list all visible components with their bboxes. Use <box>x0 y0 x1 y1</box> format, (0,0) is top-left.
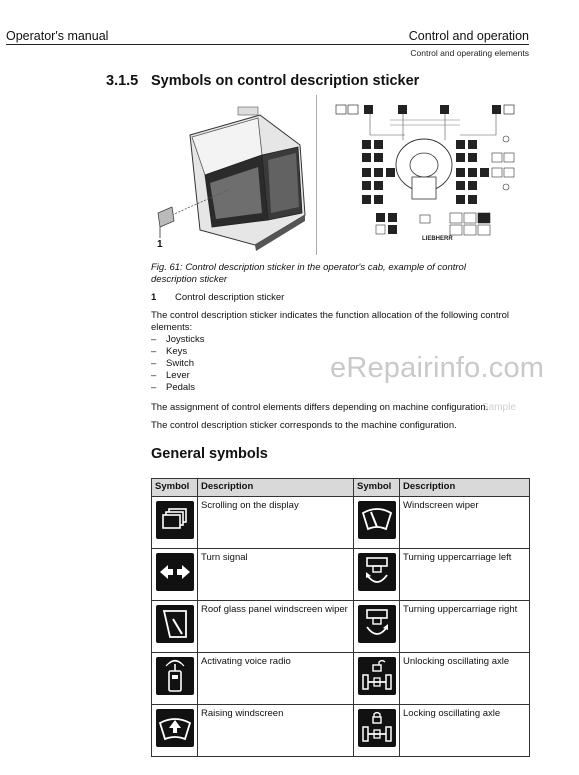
assignment-paragraph: The assignment of control elements differs depending on machine configuration. <box>151 402 489 413</box>
col-header-symbol: Symbol <box>152 479 198 497</box>
table-row <box>152 601 530 653</box>
legend-item <box>151 292 284 303</box>
control-elements-list <box>151 334 205 394</box>
watermark-sub: Sample <box>482 402 516 413</box>
list-item: – Pedals <box>151 382 196 393</box>
brand-logo: LIEBHERR <box>422 236 453 242</box>
turning-uppercarriage-right-icon <box>358 605 396 643</box>
turn-signal-icon <box>156 553 194 591</box>
symbol-description: Activating voice radio <box>198 653 354 705</box>
col-header-description: Description <box>198 479 354 497</box>
section-title: Symbols on control description sticker <box>151 73 420 89</box>
list-item: – Joysticks <box>151 334 205 345</box>
chapter-subtitle: Control and operating elements <box>410 48 529 58</box>
table-header-row <box>152 479 530 497</box>
symbol-description: Unlocking oscillating axle <box>400 653 530 705</box>
section-number: 3.1.5 <box>106 73 139 89</box>
table-row <box>152 497 530 549</box>
general-symbols-heading: General symbols <box>151 446 268 462</box>
list-item: – Keys <box>151 346 188 357</box>
watermark: eRepairinfo.com <box>330 352 545 384</box>
symbol-description: Turning uppercarriage left <box>400 549 530 601</box>
cab-illustration <box>150 95 315 257</box>
turning-uppercarriage-left-icon <box>358 553 396 591</box>
symbol-description: Raising windscreen <box>198 705 354 757</box>
sticker-layout-diagram <box>320 95 528 257</box>
unlock-oscillating-axle-icon <box>358 657 396 695</box>
chapter-title: Control and operation <box>408 29 529 43</box>
section-heading <box>106 73 419 89</box>
symbol-description: Windscreen wiper <box>400 497 530 549</box>
symbol-description: Scrolling on the display <box>198 497 354 549</box>
figure-divider <box>316 95 317 255</box>
symbol-description: Turning uppercarriage right <box>400 601 530 653</box>
figure-61 <box>150 95 528 257</box>
general-symbols-table <box>151 478 530 757</box>
voice-radio-icon <box>156 657 194 695</box>
table-row <box>152 705 530 757</box>
figure-caption: Fig. 61: Control description sticker in the operator's cab, example of control description sticker <box>151 262 466 285</box>
col-header-symbol: Symbol <box>354 479 400 497</box>
list-item: – Lever <box>151 370 190 381</box>
lock-oscillating-axle-icon <box>358 709 396 747</box>
symbol-description: Roof glass panel windscreen wiper <box>198 601 354 653</box>
table-row <box>152 653 530 705</box>
roof-glass-wiper-icon <box>156 605 194 643</box>
intro-paragraph: The control description sticker indicates the function allocation of the following control elements: <box>151 310 510 333</box>
corresponds-paragraph: The control description sticker corresponds to the machine configuration. <box>151 420 457 431</box>
scrolling-display-icon <box>156 501 194 539</box>
legend-label: Control description sticker <box>175 292 285 303</box>
table-row <box>152 549 530 601</box>
windscreen-wiper-icon <box>358 501 396 539</box>
manual-title: Operator's manual <box>6 29 109 43</box>
header-rule <box>6 44 529 45</box>
symbol-description: Locking oscillating axle <box>400 705 530 757</box>
figure-callout-1: 1 <box>157 239 163 250</box>
legend-number: 1 <box>151 292 157 303</box>
raising-windscreen-icon <box>156 709 194 747</box>
list-item: – Switch <box>151 358 194 369</box>
symbol-description: Turn signal <box>198 549 354 601</box>
col-header-description: Description <box>400 479 530 497</box>
